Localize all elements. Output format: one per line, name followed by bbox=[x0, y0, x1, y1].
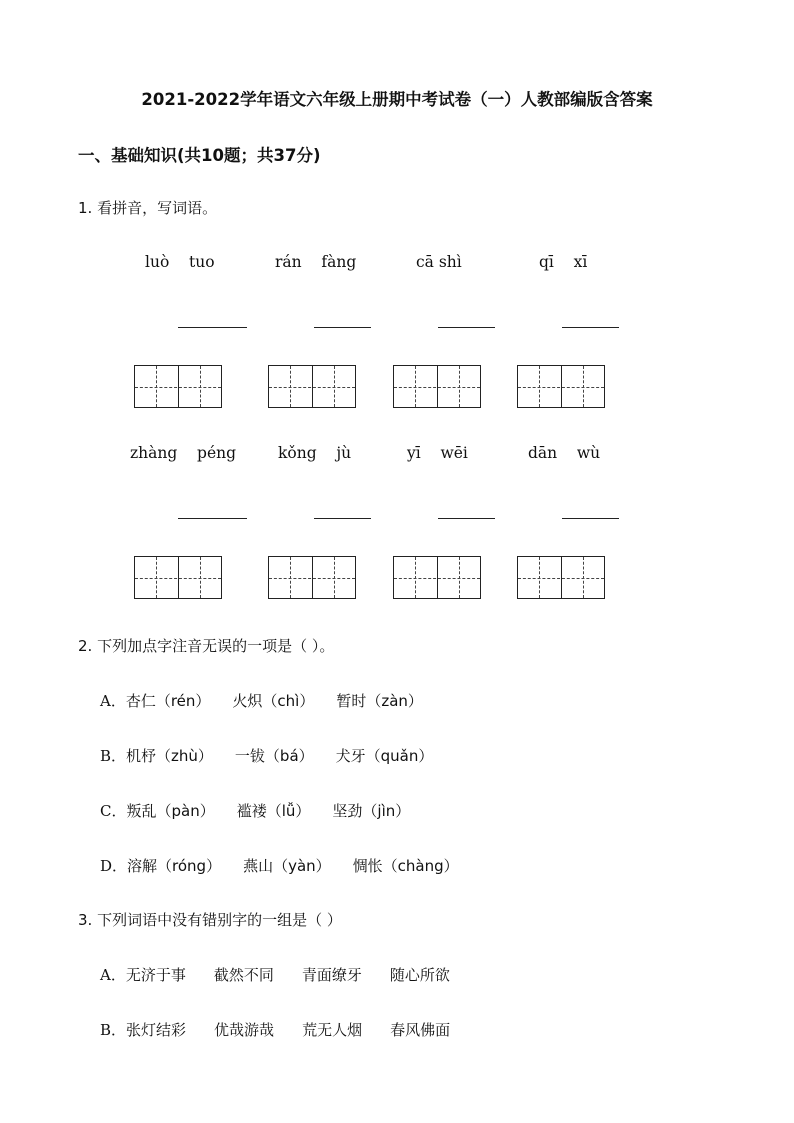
question-2-text: 2. 下列加点字注音无误的一项是（ ）。 bbox=[78, 637, 335, 655]
writing-grid[interactable] bbox=[134, 556, 222, 599]
writing-grid[interactable] bbox=[393, 556, 481, 599]
writing-grid[interactable] bbox=[517, 365, 605, 408]
page-title: 2021-2022学年语文六年级上册期中考试卷（一）人教部编版含答案 bbox=[141, 90, 653, 109]
writing-grid[interactable] bbox=[268, 556, 356, 599]
pinyin-2-4: dān wù bbox=[528, 444, 601, 462]
pinyin-1-4: qī xī bbox=[539, 253, 588, 271]
answer-line bbox=[438, 327, 495, 328]
answer-line bbox=[562, 518, 619, 519]
answer-line bbox=[562, 327, 619, 328]
q3-option-b[interactable]: B．张灯结彩 优哉游哉 荒无人烟 春风佛面 bbox=[100, 1021, 451, 1039]
answer-line bbox=[178, 327, 247, 328]
pinyin-2-2: kǒng jù bbox=[278, 444, 352, 462]
answer-line bbox=[438, 518, 495, 519]
answer-line bbox=[314, 327, 371, 328]
pinyin-1-3: cā shì bbox=[416, 253, 462, 271]
question-3-text: 3. 下列词语中没有错别字的一组是（ ） bbox=[78, 911, 342, 929]
writing-grid[interactable] bbox=[517, 556, 605, 599]
section-heading: 一、基础知识(共10题；共37分) bbox=[78, 146, 321, 165]
q2-option-d[interactable]: D．溶解（róng） 燕山（yàn） 惆怅（chàng） bbox=[100, 857, 459, 875]
writing-grid[interactable] bbox=[393, 365, 481, 408]
pinyin-2-3: yī wēi bbox=[407, 444, 468, 462]
answer-line bbox=[314, 518, 371, 519]
question-1-text: 1. 看拼音，写词语。 bbox=[78, 199, 218, 217]
pinyin-1-2: rán fàng bbox=[275, 253, 357, 271]
q2-option-a[interactable]: A．杏仁（rén） 火炽（chì） 暂时（zàn） bbox=[100, 692, 423, 710]
answer-line bbox=[178, 518, 247, 519]
pinyin-2-1: zhàng péng bbox=[130, 444, 237, 462]
pinyin-1-1: luò tuo bbox=[145, 253, 215, 271]
q2-option-b[interactable]: B．机杼（zhù） 一钹（bá） 犬牙（quǎn） bbox=[100, 747, 434, 765]
writing-grid[interactable] bbox=[134, 365, 222, 408]
q2-option-c[interactable]: C．叛乱（pàn） 褴褛（lǚ） 坚劲（jìn） bbox=[100, 802, 411, 820]
q3-option-a[interactable]: A．无济于事 截然不同 青面缭牙 随心所欲 bbox=[100, 966, 450, 984]
writing-grid[interactable] bbox=[268, 365, 356, 408]
